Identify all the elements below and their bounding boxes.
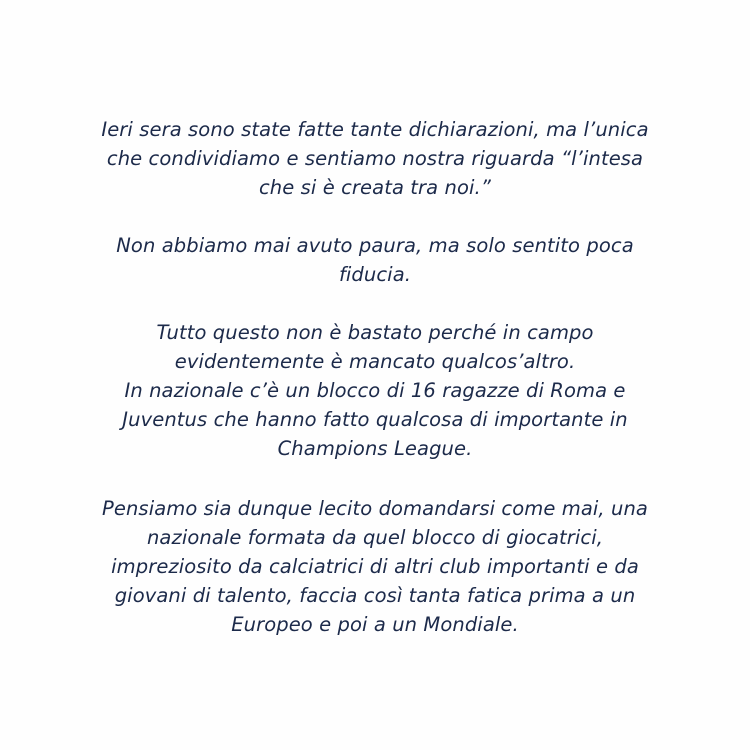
paragraph-line: nazionale formata da quel blocco di giocatrici, (146, 526, 604, 549)
paragraph-line: evidentemente è mancato qualcos’altro. (174, 350, 576, 373)
paragraph-line: Pensiamo sia dunque lecito domandarsi come mai, una (102, 497, 648, 520)
paragraph-line: che condividiamo e sentiamo nostra riguarda “l’intesa (106, 147, 644, 170)
paragraph-line: Champions League. (277, 437, 473, 460)
paragraph-2 (40, 231, 710, 289)
paragraph-line: Tutto questo non è bastato perché in campo (156, 321, 594, 344)
paragraph-line: Ieri sera sono state fatte tante dichiarazioni, ma l’unica (101, 118, 649, 141)
paragraph-line: che si è creata tra noi.” (258, 176, 492, 199)
paragraph-line: Non abbiamo mai avuto paura, ma solo sentito poca (116, 234, 634, 257)
paragraph-line: In nazionale c’è un blocco di 16 ragazze di Roma e (124, 379, 626, 402)
paragraph-line: fiducia. (338, 263, 412, 286)
paragraph-line: giovani di talento, faccia così tanta fatica prima a un (114, 584, 636, 607)
paragraph-1 (40, 115, 710, 202)
paragraph-3 (40, 318, 710, 463)
paragraph-line: impreziosito da calciatrici di altri club importanti e da (111, 555, 639, 578)
paragraph-line: Europeo e poi a un Mondiale. (231, 613, 519, 636)
paragraph-line: Juventus che hanno fatto qualcosa di importante in (122, 408, 628, 431)
paragraph-4 (40, 494, 710, 639)
